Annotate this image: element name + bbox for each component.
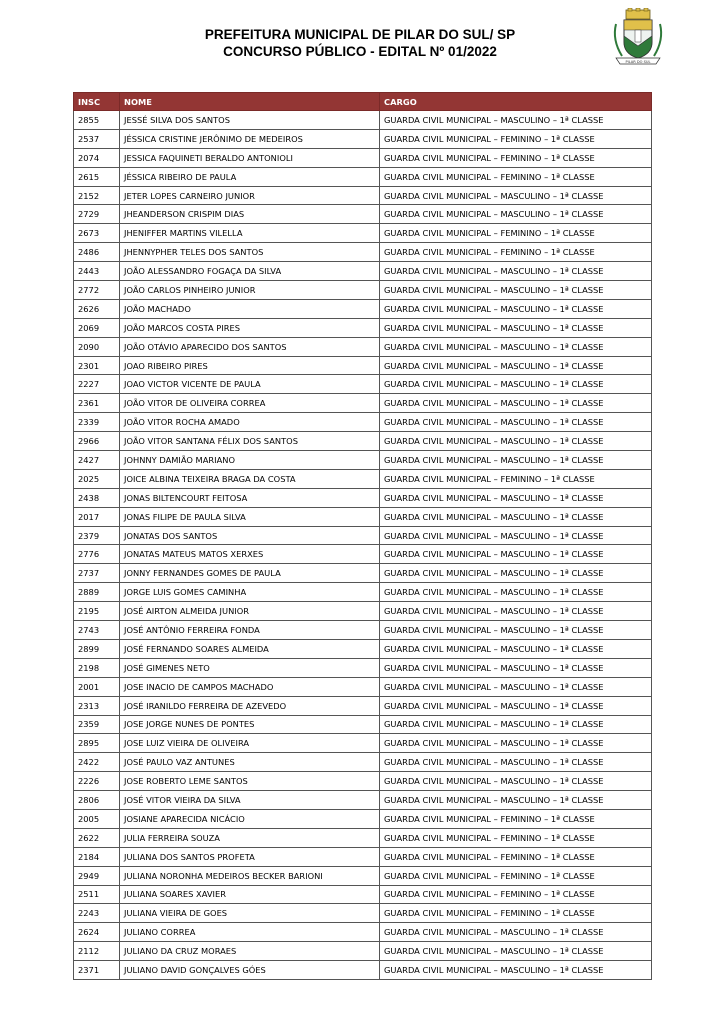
- insc-cell: 2422: [74, 753, 120, 772]
- nome-cell: JESSICA FAQUINETI BERALDO ANTONIOLI: [120, 148, 380, 167]
- cargo-cell: GUARDA CIVIL MUNICIPAL – MASCULINO – 1ª CLASSE: [380, 961, 652, 980]
- cargo-cell: GUARDA CIVIL MUNICIPAL – MASCULINO – 1ª CLASSE: [380, 451, 652, 470]
- cargo-cell: GUARDA CIVIL MUNICIPAL – MASCULINO – 1ª CLASSE: [380, 432, 652, 451]
- cargo-cell: GUARDA CIVIL MUNICIPAL – FEMININO – 1ª CLASSE: [380, 885, 652, 904]
- insc-cell: 2895: [74, 734, 120, 753]
- table-header-row: [74, 93, 652, 111]
- table-row: [74, 621, 652, 640]
- insc-cell: 2184: [74, 847, 120, 866]
- table-row: [74, 224, 652, 243]
- table-row: [74, 526, 652, 545]
- nome-cell: JULIANA VIEIRA DE GOES: [120, 904, 380, 923]
- insc-cell: 2806: [74, 791, 120, 810]
- coat-banner-text: PILAR DO SUL: [625, 60, 651, 64]
- nome-cell: JULIANO DAVID GONÇALVES GÓES: [120, 961, 380, 980]
- insc-cell: 2776: [74, 545, 120, 564]
- table-row: [74, 923, 652, 942]
- title-line-2: CONCURSO PÚBLICO - EDITAL Nº 01/2022: [223, 44, 497, 59]
- cargo-cell: GUARDA CIVIL MUNICIPAL – MASCULINO – 1ª CLASSE: [380, 545, 652, 564]
- nome-cell: JOSÉ ANTÔNIO FERREIRA FONDA: [120, 621, 380, 640]
- document-title: [120, 26, 600, 60]
- nome-cell: JHENNYPHER TELES DOS SANTOS: [120, 243, 380, 262]
- insc-cell: 2069: [74, 318, 120, 337]
- table-row: [74, 451, 652, 470]
- table-row: [74, 318, 652, 337]
- nome-cell: JOSE JORGE NUNES DE PONTES: [120, 715, 380, 734]
- table-row: [74, 772, 652, 791]
- nome-cell: JOSÉ VITOR VIEIRA DA SILVA: [120, 791, 380, 810]
- table-row: [74, 866, 652, 885]
- insc-cell: 2198: [74, 658, 120, 677]
- insc-cell: 2005: [74, 809, 120, 828]
- cargo-cell: GUARDA CIVIL MUNICIPAL – MASCULINO – 1ª CLASSE: [380, 186, 652, 205]
- table-row: [74, 961, 652, 980]
- insc-cell: 2313: [74, 696, 120, 715]
- cargo-cell: GUARDA CIVIL MUNICIPAL – MASCULINO – 1ª CLASSE: [380, 696, 652, 715]
- cargo-cell: GUARDA CIVIL MUNICIPAL – FEMININO – 1ª CLASSE: [380, 243, 652, 262]
- insc-cell: 2855: [74, 111, 120, 130]
- nome-cell: JOÃO MARCOS COSTA PIRES: [120, 318, 380, 337]
- table-row: [74, 677, 652, 696]
- table-row: [74, 602, 652, 621]
- table-row: [74, 696, 652, 715]
- insc-cell: 2615: [74, 167, 120, 186]
- insc-cell: 2624: [74, 923, 120, 942]
- cargo-cell: GUARDA CIVIL MUNICIPAL – MASCULINO – 1ª CLASSE: [380, 942, 652, 961]
- nome-cell: JETER LOPES CARNEIRO JUNIOR: [120, 186, 380, 205]
- column-header-cargo: CARGO: [380, 93, 652, 111]
- table-row: [74, 299, 652, 318]
- nome-cell: JOÃO ALESSANDRO FOGAÇA DA SILVA: [120, 262, 380, 281]
- cargo-cell: GUARDA CIVIL MUNICIPAL – FEMININO – 1ª CLASSE: [380, 129, 652, 148]
- title-line-1: PREFEITURA MUNICIPAL DE PILAR DO SUL/ SP: [204, 27, 516, 42]
- table-row: [74, 658, 652, 677]
- table-row: [74, 507, 652, 526]
- table-row: [74, 394, 652, 413]
- table-row: [74, 545, 652, 564]
- table-row: [74, 262, 652, 281]
- nome-cell: JULIANA SOARES XAVIER: [120, 885, 380, 904]
- insc-cell: 2025: [74, 469, 120, 488]
- nome-cell: JULIANO CORREA: [120, 923, 380, 942]
- table-row: [74, 753, 652, 772]
- coat-of-arms-logo: [608, 8, 668, 70]
- nome-cell: JULIANA DOS SANTOS PROFETA: [120, 847, 380, 866]
- cargo-cell: GUARDA CIVIL MUNICIPAL – MASCULINO – 1ª CLASSE: [380, 658, 652, 677]
- table-row: [74, 828, 652, 847]
- nome-cell: JOAO RIBEIRO PIRES: [120, 356, 380, 375]
- cargo-cell: GUARDA CIVIL MUNICIPAL – MASCULINO – 1ª CLASSE: [380, 262, 652, 281]
- cargo-cell: GUARDA CIVIL MUNICIPAL – MASCULINO – 1ª CLASSE: [380, 488, 652, 507]
- cargo-cell: GUARDA CIVIL MUNICIPAL – MASCULINO – 1ª CLASSE: [380, 677, 652, 696]
- table-row: [74, 583, 652, 602]
- nome-cell: JOSÉ AIRTON ALMEIDA JUNIOR: [120, 602, 380, 621]
- table-row: [74, 129, 652, 148]
- nome-cell: JOSE ROBERTO LEME SANTOS: [120, 772, 380, 791]
- nome-cell: JOICE ALBINA TEIXEIRA BRAGA DA COSTA: [120, 469, 380, 488]
- table-row: [74, 942, 652, 961]
- cargo-cell: GUARDA CIVIL MUNICIPAL – MASCULINO – 1ª CLASSE: [380, 337, 652, 356]
- column-header-nome: NOME: [120, 93, 380, 111]
- insc-cell: 2371: [74, 961, 120, 980]
- insc-cell: 2339: [74, 413, 120, 432]
- cargo-cell: GUARDA CIVIL MUNICIPAL – MASCULINO – 1ª CLASSE: [380, 375, 652, 394]
- table-row: [74, 205, 652, 224]
- insc-cell: 2511: [74, 885, 120, 904]
- insc-cell: 2889: [74, 583, 120, 602]
- cargo-cell: GUARDA CIVIL MUNICIPAL – MASCULINO – 1ª CLASSE: [380, 753, 652, 772]
- insc-cell: 2017: [74, 507, 120, 526]
- insc-cell: 2301: [74, 356, 120, 375]
- cargo-cell: GUARDA CIVIL MUNICIPAL – MASCULINO – 1ª CLASSE: [380, 791, 652, 810]
- nome-cell: JOSÉ IRANILDO FERREIRA DE AZEVEDO: [120, 696, 380, 715]
- table-row: [74, 243, 652, 262]
- cargo-cell: GUARDA CIVIL MUNICIPAL – MASCULINO – 1ª CLASSE: [380, 111, 652, 130]
- insc-cell: 2152: [74, 186, 120, 205]
- cargo-cell: GUARDA CIVIL MUNICIPAL – MASCULINO – 1ª CLASSE: [380, 526, 652, 545]
- cargo-cell: GUARDA CIVIL MUNICIPAL – FEMININO – 1ª CLASSE: [380, 809, 652, 828]
- nome-cell: JOÃO OTÁVIO APARECIDO DOS SANTOS: [120, 337, 380, 356]
- nome-cell: JOSE LUIZ VIEIRA DE OLIVEIRA: [120, 734, 380, 753]
- insc-cell: 2899: [74, 639, 120, 658]
- insc-cell: 2537: [74, 129, 120, 148]
- insc-cell: 2966: [74, 432, 120, 451]
- insc-cell: 2243: [74, 904, 120, 923]
- nome-cell: JOÃO CARLOS PINHEIRO JUNIOR: [120, 281, 380, 300]
- nome-cell: JOHNNY DAMIÃO MARIANO: [120, 451, 380, 470]
- table-row: [74, 469, 652, 488]
- insc-cell: 2379: [74, 526, 120, 545]
- table-row: [74, 337, 652, 356]
- insc-cell: 2001: [74, 677, 120, 696]
- cargo-cell: GUARDA CIVIL MUNICIPAL – MASCULINO – 1ª CLASSE: [380, 923, 652, 942]
- cargo-cell: GUARDA CIVIL MUNICIPAL – MASCULINO – 1ª CLASSE: [380, 507, 652, 526]
- nome-cell: JOSE INACIO DE CAMPOS MACHADO: [120, 677, 380, 696]
- table-row: [74, 715, 652, 734]
- cargo-cell: GUARDA CIVIL MUNICIPAL – FEMININO – 1ª CLASSE: [380, 828, 652, 847]
- cargo-cell: GUARDA CIVIL MUNICIPAL – MASCULINO – 1ª CLASSE: [380, 621, 652, 640]
- nome-cell: JONATAS DOS SANTOS: [120, 526, 380, 545]
- cargo-cell: GUARDA CIVIL MUNICIPAL – MASCULINO – 1ª CLASSE: [380, 772, 652, 791]
- table-row: [74, 375, 652, 394]
- insc-cell: 2626: [74, 299, 120, 318]
- insc-cell: 2361: [74, 394, 120, 413]
- table-row: [74, 564, 652, 583]
- table-row: [74, 488, 652, 507]
- insc-cell: 2112: [74, 942, 120, 961]
- nome-cell: JONAS FILIPE DE PAULA SILVA: [120, 507, 380, 526]
- cargo-cell: GUARDA CIVIL MUNICIPAL – MASCULINO – 1ª CLASSE: [380, 356, 652, 375]
- cargo-cell: GUARDA CIVIL MUNICIPAL – MASCULINO – 1ª CLASSE: [380, 715, 652, 734]
- nome-cell: JULIANA NORONHA MEDEIROS BECKER BARIONI: [120, 866, 380, 885]
- insc-cell: 2737: [74, 564, 120, 583]
- insc-cell: 2486: [74, 243, 120, 262]
- insc-cell: 2622: [74, 828, 120, 847]
- table-row: [74, 413, 652, 432]
- insc-cell: 2195: [74, 602, 120, 621]
- cargo-cell: GUARDA CIVIL MUNICIPAL – FEMININO – 1ª CLASSE: [380, 167, 652, 186]
- nome-cell: JORGE LUIS GOMES CAMINHA: [120, 583, 380, 602]
- cargo-cell: GUARDA CIVIL MUNICIPAL – FEMININO – 1ª CLASSE: [380, 866, 652, 885]
- nome-cell: JOÃO VITOR DE OLIVEIRA CORREA: [120, 394, 380, 413]
- table-row: [74, 186, 652, 205]
- nome-cell: JOÃO VITOR SANTANA FÉLIX DOS SANTOS: [120, 432, 380, 451]
- nome-cell: JOSIANE APARECIDA NICÁCIO: [120, 809, 380, 828]
- insc-cell: 2074: [74, 148, 120, 167]
- nome-cell: JÉSSICA CRISTINE JERÔNIMO DE MEDEIROS: [120, 129, 380, 148]
- table-row: [74, 904, 652, 923]
- table-row: [74, 356, 652, 375]
- table-body: [74, 111, 652, 980]
- table-row: [74, 791, 652, 810]
- nome-cell: JOÃO VITOR ROCHA AMADO: [120, 413, 380, 432]
- table-row: [74, 809, 652, 828]
- insc-cell: 2743: [74, 621, 120, 640]
- nome-cell: JESSÉ SILVA DOS SANTOS: [120, 111, 380, 130]
- cargo-cell: GUARDA CIVIL MUNICIPAL – FEMININO – 1ª CLASSE: [380, 469, 652, 488]
- table-row: [74, 734, 652, 753]
- table-row: [74, 639, 652, 658]
- insc-cell: 2729: [74, 205, 120, 224]
- cargo-cell: GUARDA CIVIL MUNICIPAL – MASCULINO – 1ª CLASSE: [380, 318, 652, 337]
- nome-cell: JULIANO DA CRUZ MORAES: [120, 942, 380, 961]
- cargo-cell: GUARDA CIVIL MUNICIPAL – FEMININO – 1ª CLASSE: [380, 224, 652, 243]
- nome-cell: JOÃO MACHADO: [120, 299, 380, 318]
- cargo-cell: GUARDA CIVIL MUNICIPAL – MASCULINO – 1ª CLASSE: [380, 583, 652, 602]
- nome-cell: JOSÉ PAULO VAZ ANTUNES: [120, 753, 380, 772]
- nome-cell: JHEANDERSON CRISPIM DIAS: [120, 205, 380, 224]
- nome-cell: JÉSSICA RIBEIRO DE PAULA: [120, 167, 380, 186]
- insc-cell: 2090: [74, 337, 120, 356]
- table-row: [74, 167, 652, 186]
- insc-cell: 2438: [74, 488, 120, 507]
- cargo-cell: GUARDA CIVIL MUNICIPAL – MASCULINO – 1ª CLASSE: [380, 413, 652, 432]
- cargo-cell: GUARDA CIVIL MUNICIPAL – MASCULINO – 1ª CLASSE: [380, 299, 652, 318]
- cargo-cell: GUARDA CIVIL MUNICIPAL – MASCULINO – 1ª CLASSE: [380, 564, 652, 583]
- table-row: [74, 148, 652, 167]
- insc-cell: 2949: [74, 866, 120, 885]
- nome-cell: JULIA FERREIRA SOUZA: [120, 828, 380, 847]
- cargo-cell: GUARDA CIVIL MUNICIPAL – MASCULINO – 1ª CLASSE: [380, 394, 652, 413]
- cargo-cell: GUARDA CIVIL MUNICIPAL – FEMININO – 1ª CLASSE: [380, 148, 652, 167]
- column-header-insc: INSC: [74, 93, 120, 111]
- nome-cell: JONAS BILTENCOURT FEITOSA: [120, 488, 380, 507]
- insc-cell: 2443: [74, 262, 120, 281]
- insc-cell: 2427: [74, 451, 120, 470]
- cargo-cell: GUARDA CIVIL MUNICIPAL – MASCULINO – 1ª CLASSE: [380, 734, 652, 753]
- nome-cell: JONATAS MATEUS MATOS XERXES: [120, 545, 380, 564]
- cargo-cell: GUARDA CIVIL MUNICIPAL – MASCULINO – 1ª CLASSE: [380, 281, 652, 300]
- insc-cell: 2226: [74, 772, 120, 791]
- table-row: [74, 111, 652, 130]
- candidates-table: [73, 92, 652, 980]
- cargo-cell: GUARDA CIVIL MUNICIPAL – MASCULINO – 1ª CLASSE: [380, 602, 652, 621]
- insc-cell: 2673: [74, 224, 120, 243]
- insc-cell: 2359: [74, 715, 120, 734]
- nome-cell: JOSÉ FERNANDO SOARES ALMEIDA: [120, 639, 380, 658]
- insc-cell: 2227: [74, 375, 120, 394]
- cargo-cell: GUARDA CIVIL MUNICIPAL – FEMININO – 1ª CLASSE: [380, 904, 652, 923]
- cargo-cell: GUARDA CIVIL MUNICIPAL – MASCULINO – 1ª CLASSE: [380, 639, 652, 658]
- nome-cell: JHENIFFER MARTINS VILELLA: [120, 224, 380, 243]
- cargo-cell: GUARDA CIVIL MUNICIPAL – MASCULINO – 1ª CLASSE: [380, 205, 652, 224]
- nome-cell: JOAO VICTOR VICENTE DE PAULA: [120, 375, 380, 394]
- insc-cell: 2772: [74, 281, 120, 300]
- table-row: [74, 847, 652, 866]
- table-row: [74, 432, 652, 451]
- nome-cell: JOSÉ GIMENES NETO: [120, 658, 380, 677]
- table-row: [74, 885, 652, 904]
- cargo-cell: GUARDA CIVIL MUNICIPAL – FEMININO – 1ª CLASSE: [380, 847, 652, 866]
- table-row: [74, 281, 652, 300]
- nome-cell: JONNY FERNANDES GOMES DE PAULA: [120, 564, 380, 583]
